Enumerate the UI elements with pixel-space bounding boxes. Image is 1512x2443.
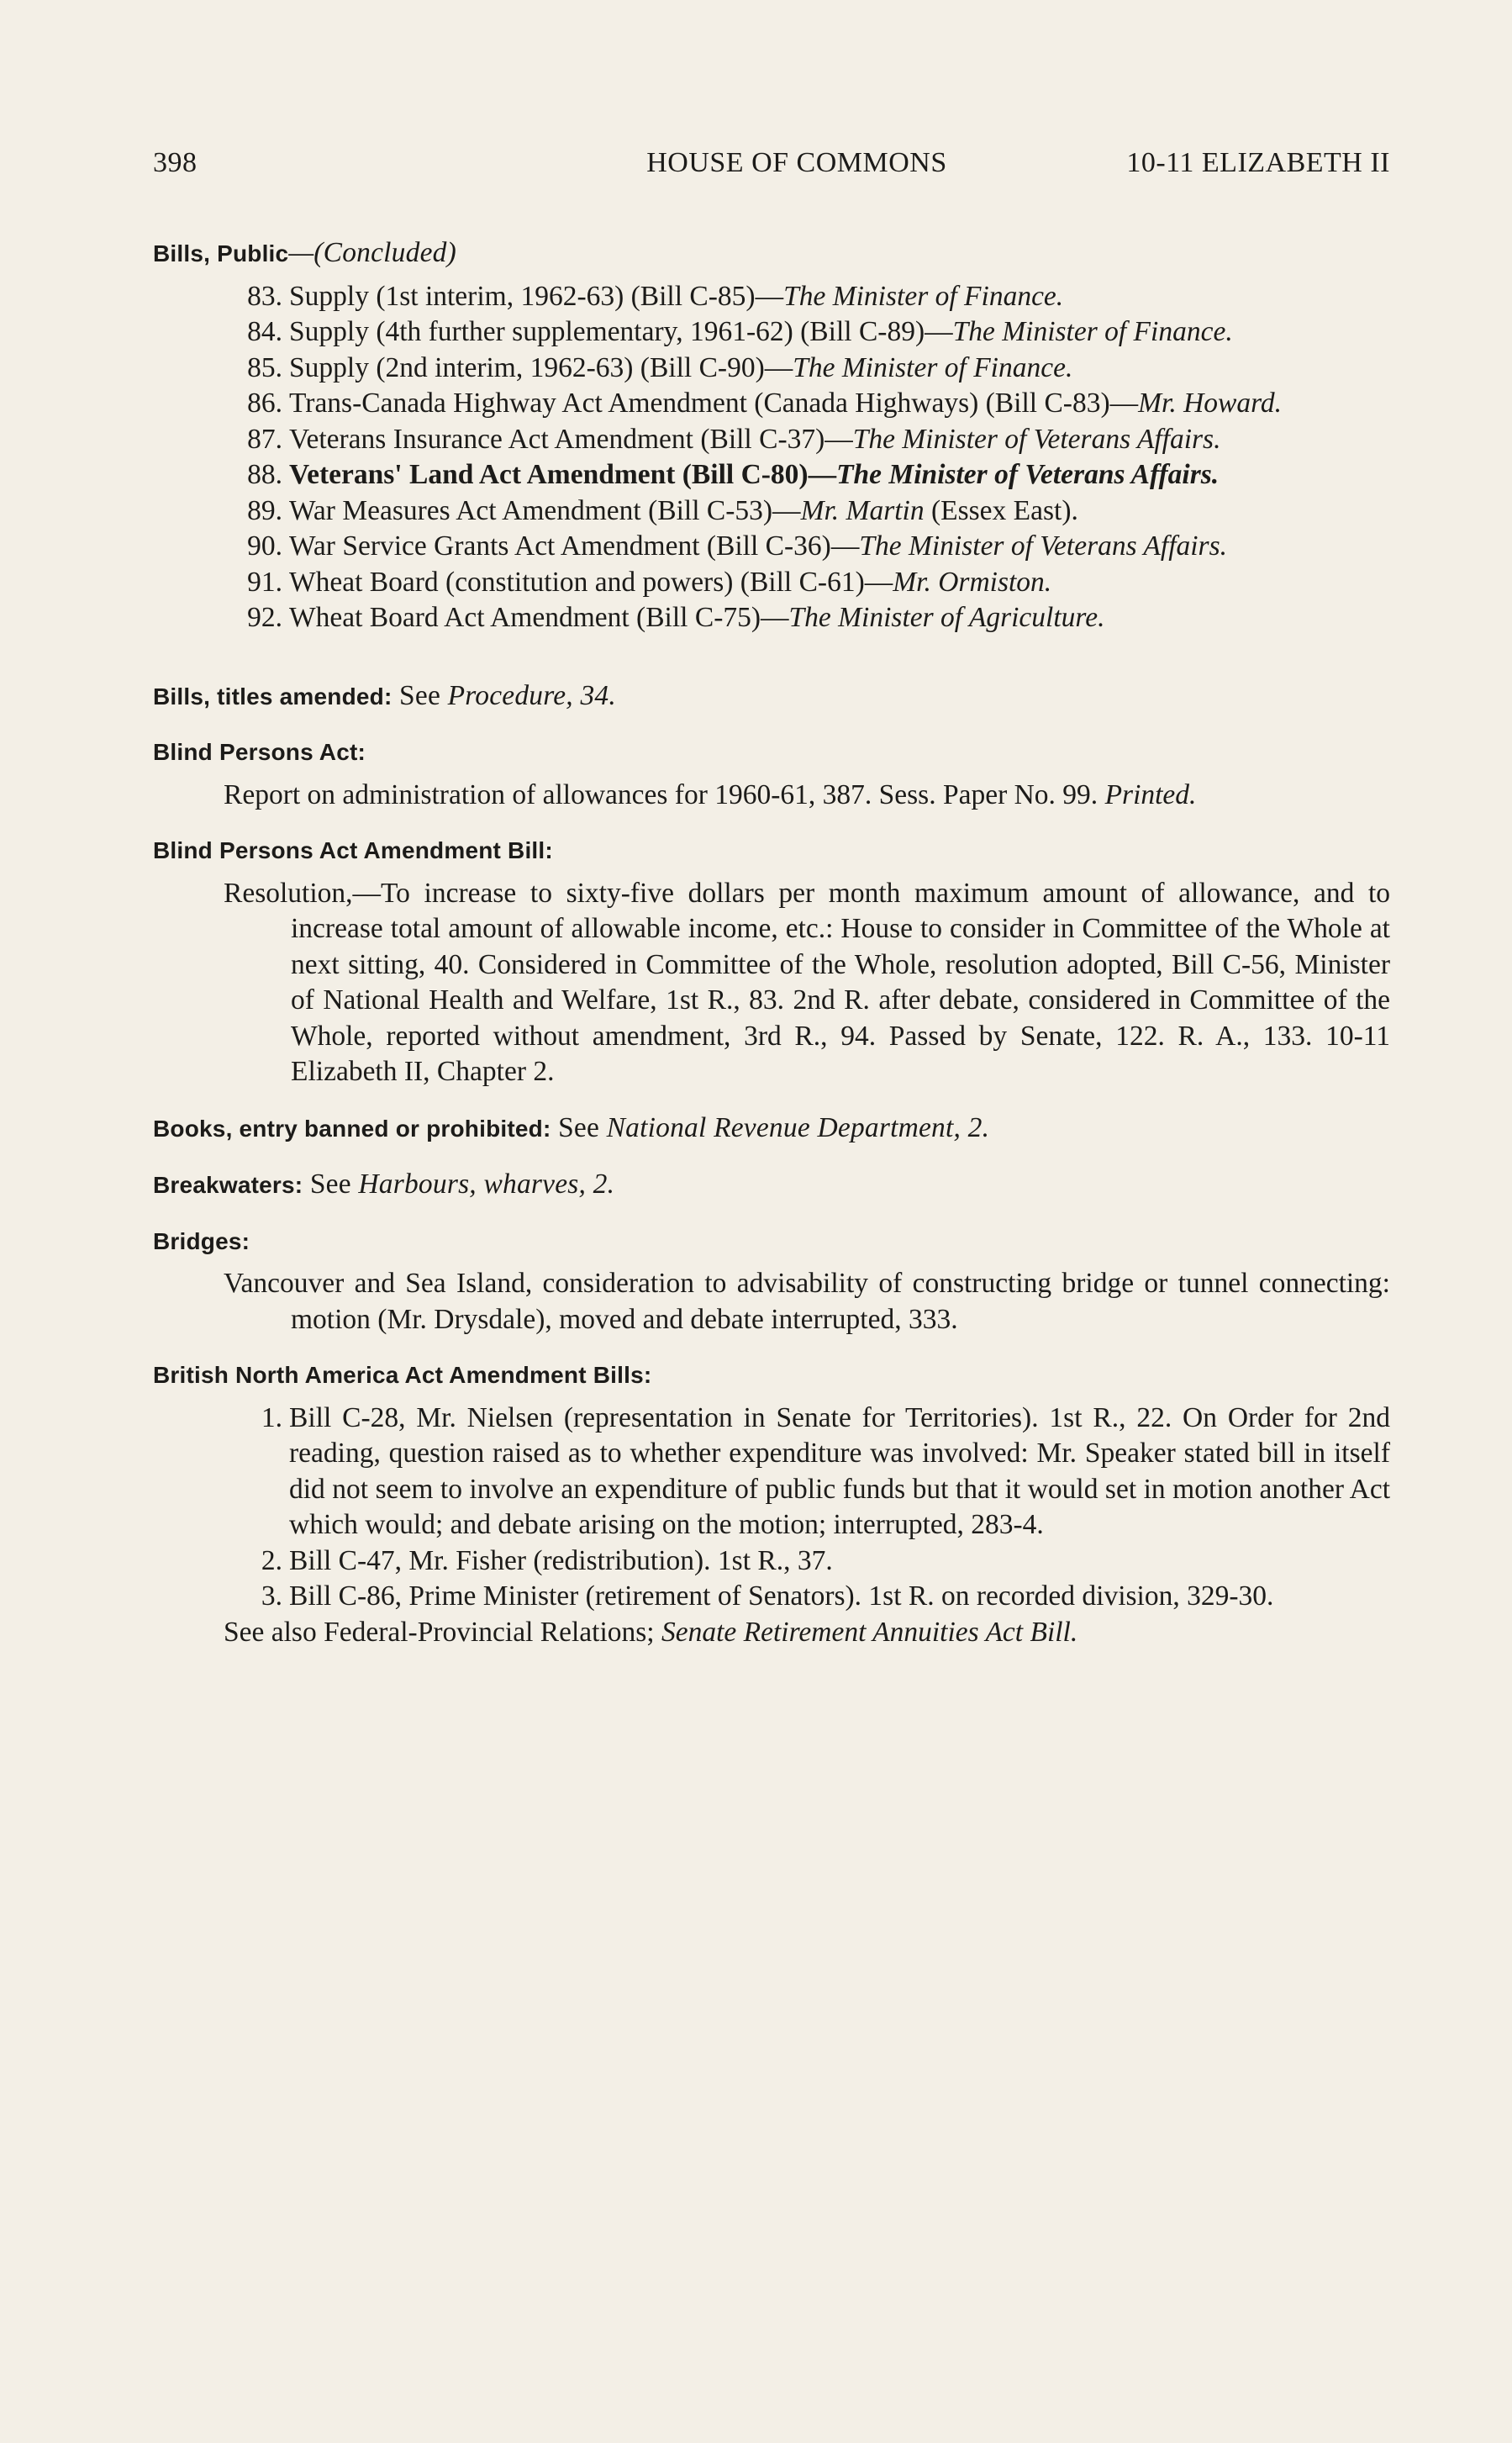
item-number: 91. — [247, 566, 282, 598]
item-text: Veterans' Land Act Amendment (Bill C-80)— — [289, 459, 837, 490]
heading-label: Books, entry banned or prohibited: — [153, 1115, 551, 1142]
item-text: Supply (2nd interim, 1962-63) (Bill C-90)— — [289, 351, 793, 383]
header-title: HOUSE OF COMMONS — [646, 147, 947, 178]
section-breakwaters — [153, 1167, 1390, 1204]
cross-reference: National Revenue Department, 2. — [606, 1111, 990, 1143]
section-heading: Blind Persons Act Amendment Bill: — [153, 837, 553, 863]
item-number: 90. — [247, 530, 282, 562]
list-item — [153, 422, 1390, 458]
item-text: War Service Grants Act Amendment (Bill C-36)— — [289, 530, 860, 562]
list-item — [153, 314, 1390, 351]
section-heading: Blind Persons Act: — [153, 739, 366, 765]
see-text: See — [303, 1169, 359, 1200]
item-text: Veterans Insurance Act Amendment (Bill C-37)— — [289, 423, 853, 455]
see-text: See — [551, 1111, 607, 1143]
heading-label: Bills, titles amended: — [153, 683, 392, 710]
printed-note: Printed. — [1104, 778, 1197, 810]
item-number: 86. — [247, 388, 282, 419]
entry-paragraph: Resolution,—To increase to sixty-five dollars per month maximum amount of allowance, and to increase total amount of allowable income, etc.: House to consider in Committee of the Whole at next sitting, 40. Considered in Committee of the Whole, resolution adopted, Bill C-56, Minister of National Health and Welfare, 1st R., 83. 2nd R. after debate, considered in Committee of the Whole, reported without amendment, 3rd R., 94. Passed by Senate, 122. R. A., 133. 10-11 Elizabeth II, Chapter 2. — [224, 877, 1390, 1087]
item-number: 87. — [247, 423, 282, 455]
item-text: Supply (1st interim, 1962-63) (Bill C-85)— — [289, 280, 784, 312]
item-mover: Mr. Ormiston. — [893, 566, 1052, 598]
section-bills-titles — [153, 678, 1390, 715]
list-item — [153, 1579, 1390, 1615]
header-session: 10-11 ELIZABETH II — [1126, 147, 1390, 178]
list-item — [153, 493, 1390, 530]
section-heading: British North America Act Amendment Bills: — [153, 1362, 652, 1388]
section-books — [153, 1111, 1390, 1148]
entry-text: Report on administration of allowances for 1960-61, 387. Sess. Paper No. 99. — [224, 778, 1105, 810]
item-number: 83. — [247, 280, 282, 312]
item-text: Bill C-86, Prime Minister (retirement of Senators). 1st R. on recorded division, 329-30. — [289, 1580, 1274, 1612]
section-blind-persons-act — [153, 735, 1390, 813]
list-item — [153, 386, 1390, 422]
heading-suffix: —(Concluded) — [288, 237, 456, 268]
item-mover: The Minister of Finance. — [793, 351, 1073, 383]
item-text: War Measures Act Amendment (Bill C-53)— — [289, 494, 801, 526]
item-number: 89. — [247, 494, 282, 526]
item-text: Wheat Board (constitution and powers) (Bill C-61)— — [289, 566, 893, 598]
item-number: 1. — [261, 1401, 282, 1433]
see-text: See — [392, 679, 448, 711]
list-item — [153, 1543, 1390, 1580]
list-item — [153, 565, 1390, 601]
item-text: Trans-Canada Highway Act Amendment (Canada Highways) (Bill C-83)— — [289, 388, 1139, 419]
item-tail: (Essex East). — [924, 494, 1078, 526]
item-text: Supply (4th further supplementary, 1961-62) (Bill C-89)— — [289, 316, 953, 347]
section-bridges — [153, 1224, 1390, 1338]
item-number: 3. — [261, 1580, 282, 1612]
heading-label: Breakwaters: — [153, 1172, 303, 1198]
item-mover: The Minister of Veterans Affairs. — [859, 530, 1228, 562]
section-heading — [153, 1167, 1390, 1204]
entry-paragraph — [153, 778, 1390, 814]
section-heading — [153, 235, 1390, 272]
see-also — [153, 1615, 1390, 1651]
item-number: 84. — [247, 316, 282, 347]
item-mover: The Minister of Veterans Affairs. — [852, 423, 1221, 455]
list-item — [153, 529, 1390, 565]
item-mover: The Minister of Finance. — [783, 280, 1064, 312]
cross-reference: Procedure, 34. — [447, 679, 616, 711]
item-number: 92. — [247, 602, 282, 633]
list-item — [153, 1401, 1390, 1543]
running-header — [153, 147, 1390, 186]
section-heading: Bridges: — [153, 1227, 250, 1254]
item-mover: Mr. Martin — [800, 494, 925, 526]
item-text: Wheat Board Act Amendment (Bill C-75)— — [289, 602, 789, 633]
item-text: Bill C-47, Mr. Fisher (redistribution). 1st R., 37. — [289, 1544, 833, 1576]
section-bna-bills — [153, 1358, 1390, 1650]
list-item — [153, 600, 1390, 636]
see-also-text: See also Federal-Provincial Relations; — [224, 1616, 661, 1648]
section-heading — [153, 1111, 1390, 1148]
list-item — [153, 279, 1390, 315]
item-number: 85. — [247, 351, 282, 383]
section-blind-persons-amendment — [153, 833, 1390, 1090]
cross-reference: Senate Retirement Annuities Act Bill. — [661, 1616, 1078, 1648]
list-item — [153, 457, 1390, 493]
page-number: 398 — [153, 147, 198, 178]
section-bills-public — [153, 235, 1390, 636]
entry-paragraph: Vancouver and Sea Island, consideration to advisability of constructing bridge or tunnel connecting: motion (Mr. Drysdale), moved and debate interrupted, 333. — [224, 1268, 1390, 1335]
cross-reference: Harbours, wharves, 2. — [358, 1169, 615, 1200]
section-heading — [153, 678, 1390, 715]
item-mover: The Minister of Veterans Affairs. — [836, 459, 1220, 490]
item-number: 2. — [261, 1544, 282, 1576]
item-mover: The Minister of Finance. — [952, 316, 1233, 347]
heading-label: Bills, Public — [153, 240, 289, 266]
item-number: 88. — [247, 459, 282, 490]
item-mover: Mr. Howard. — [1138, 388, 1283, 419]
index-body — [153, 235, 1390, 1670]
list-item — [153, 351, 1390, 387]
item-mover: The Minister of Agriculture. — [788, 602, 1105, 633]
item-text: Bill C-28, Mr. Nielsen (representation in Senate for Territories). 1st R., 22. On Order for 2nd reading, question raised as to whether expenditure was involved: Mr. Speaker stated bill in itself did not seem to involve an expenditure of public funds but that it would set in motion another Act which would; and debate arising on the motion; interrupted, 283-4. — [289, 1401, 1390, 1540]
